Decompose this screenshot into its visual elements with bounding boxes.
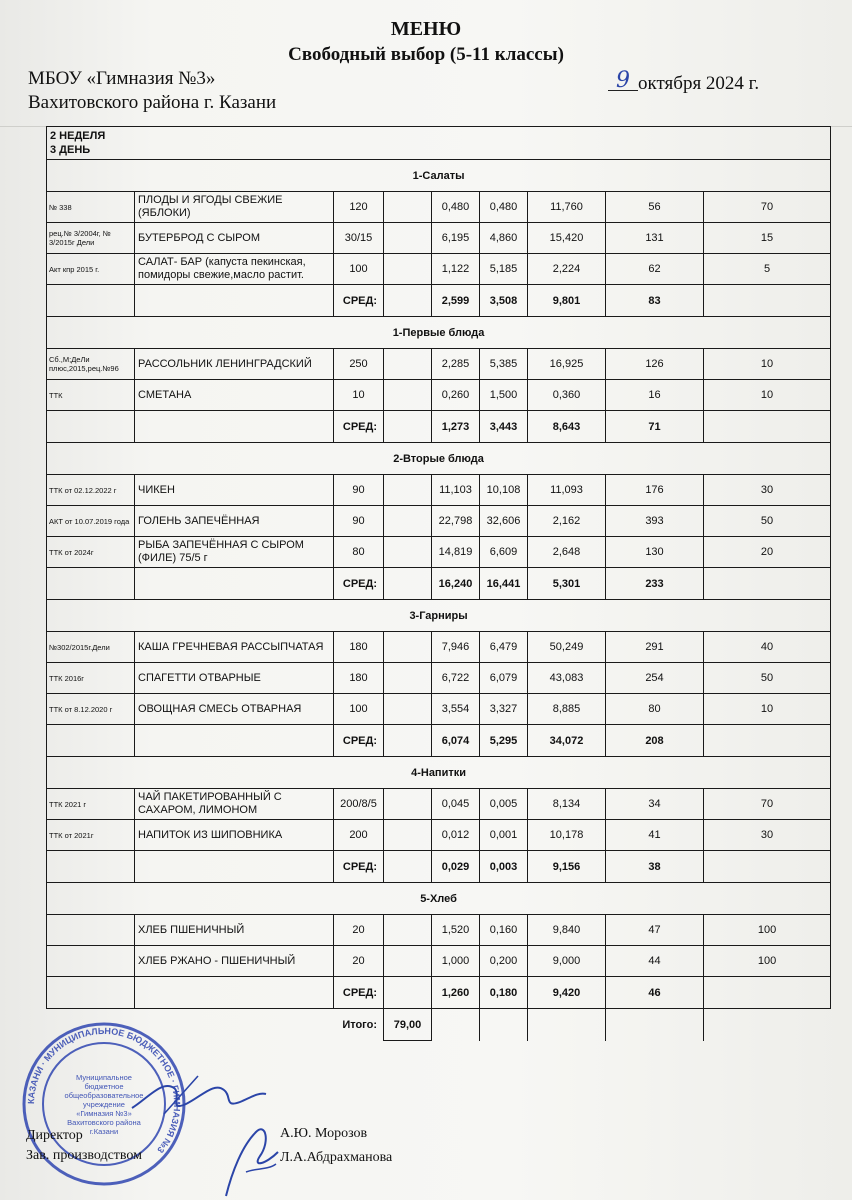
table-row: [47, 349, 831, 380]
cost-value: 70: [704, 192, 831, 223]
empty-cell: [384, 285, 432, 317]
table-row: [47, 192, 831, 223]
empty-cell: [528, 1009, 606, 1041]
fat-value: 3,327: [480, 694, 528, 725]
recipe-code: Сб.,М;ДеЛи плюс,2015,рец.№96: [47, 349, 135, 380]
empty-cell: [384, 851, 432, 883]
empty-cell: [384, 977, 432, 1009]
section-title: 1-Первые блюда: [47, 317, 831, 349]
cost-value: 100: [704, 915, 831, 946]
empty-cell: [135, 851, 334, 883]
recipe-code: ТТК 2021 г: [47, 789, 135, 820]
section-title: 2-Вторые блюда: [47, 443, 831, 475]
average-label: СРЕД:: [334, 568, 384, 600]
recipe-code: №302/2015г.Дели: [47, 632, 135, 663]
production-manager-name: Л.А.Абдрахманова: [280, 1150, 393, 1165]
avg-calories: 83: [606, 285, 704, 317]
avg-protein: 1,260: [432, 977, 480, 1009]
day-label: 3 ДЕНЬ: [50, 144, 91, 156]
empty-cell: [135, 568, 334, 600]
document-date: [608, 68, 760, 95]
cost-value: 50: [704, 663, 831, 694]
dish-name: ХЛЕБ ПШЕНИЧНЫЙ: [135, 915, 334, 946]
avg-carbs: 8,643: [528, 411, 606, 443]
price-cell: [384, 537, 432, 568]
total-label: Итого:: [47, 1009, 384, 1041]
empty-cell: [47, 977, 135, 1009]
fat-value: 6,079: [480, 663, 528, 694]
empty-cell: [135, 285, 334, 317]
average-row: [47, 725, 831, 757]
empty-cell: [47, 411, 135, 443]
table-row: [47, 632, 831, 663]
menu-table: [46, 126, 831, 1041]
stamp-outer-text: КАЗАНИ · МУНИЦИПАЛЬНОЕ БЮДЖЕТНОЕ · ГИМНАЗИЯ №3: [25, 1025, 183, 1155]
portion-weight: 100: [334, 254, 384, 285]
recipe-code: ТТК: [47, 380, 135, 411]
date-month-year: октября 2024 г.: [638, 73, 760, 94]
fat-value: 0,005: [480, 789, 528, 820]
avg-carbs: 9,420: [528, 977, 606, 1009]
calories-value: 47: [606, 915, 704, 946]
empty-cell: [47, 285, 135, 317]
calories-value: 393: [606, 506, 704, 537]
avg-fat: 5,295: [480, 725, 528, 757]
director-signature: [128, 1068, 268, 1118]
avg-carbs: 9,156: [528, 851, 606, 883]
cost-value: 10: [704, 380, 831, 411]
avg-protein: 6,074: [432, 725, 480, 757]
table-row: [47, 820, 831, 851]
cost-value: 70: [704, 789, 831, 820]
dish-name: НАПИТОК ИЗ ШИПОВНИКА: [135, 820, 334, 851]
dish-name: СПАГЕТТИ ОТВАРНЫЕ: [135, 663, 334, 694]
protein-value: 22,798: [432, 506, 480, 537]
average-label: СРЕД:: [334, 977, 384, 1009]
avg-protein: 16,240: [432, 568, 480, 600]
recipe-code: ТТК от 8.12.2020 г: [47, 694, 135, 725]
school-district: Вахитовского района г. Казани: [28, 92, 277, 113]
week-day-cell: [47, 127, 831, 160]
portion-weight: 200/8/5: [334, 789, 384, 820]
carbs-value: 2,162: [528, 506, 606, 537]
recipe-code: АКТ от 10.07.2019 года: [47, 506, 135, 537]
portion-weight: 30/15: [334, 223, 384, 254]
cost-value: 5: [704, 254, 831, 285]
cost-value: 30: [704, 820, 831, 851]
calories-value: 80: [606, 694, 704, 725]
carbs-value: 10,178: [528, 820, 606, 851]
average-row: [47, 411, 831, 443]
avg-calories: 233: [606, 568, 704, 600]
director-title: Директор: [26, 1128, 83, 1143]
protein-value: 3,554: [432, 694, 480, 725]
dish-name: РАССОЛЬНИК ЛЕНИНГРАДСКИЙ: [135, 349, 334, 380]
section-title: 5-Хлеб: [47, 883, 831, 915]
carbs-value: 9,840: [528, 915, 606, 946]
empty-cell: [47, 725, 135, 757]
avg-calories: 46: [606, 977, 704, 1009]
average-row: [47, 568, 831, 600]
carbs-value: 9,000: [528, 946, 606, 977]
production-manager-title: Зав. производством: [26, 1148, 143, 1163]
protein-value: 14,819: [432, 537, 480, 568]
avg-calories: 71: [606, 411, 704, 443]
fat-value: 5,385: [480, 349, 528, 380]
avg-protein: 0,029: [432, 851, 480, 883]
protein-value: 1,122: [432, 254, 480, 285]
price-cell: [384, 663, 432, 694]
portion-weight: 20: [334, 915, 384, 946]
average-row: [47, 977, 831, 1009]
table-row: [47, 380, 831, 411]
empty-cell: [704, 977, 831, 1009]
price-cell: [384, 475, 432, 506]
table-row: [47, 537, 831, 568]
calories-value: 56: [606, 192, 704, 223]
average-label: СРЕД:: [334, 725, 384, 757]
calories-value: 254: [606, 663, 704, 694]
protein-value: 7,946: [432, 632, 480, 663]
avg-fat: 3,508: [480, 285, 528, 317]
avg-fat: 0,003: [480, 851, 528, 883]
portion-weight: 20: [334, 946, 384, 977]
calories-value: 126: [606, 349, 704, 380]
price-cell: [384, 380, 432, 411]
table-row: [47, 694, 831, 725]
portion-weight: 80: [334, 537, 384, 568]
fat-value: 4,860: [480, 223, 528, 254]
price-cell: [384, 789, 432, 820]
section-title: 3-Гарниры: [47, 600, 831, 632]
avg-fat: 16,441: [480, 568, 528, 600]
empty-cell: [135, 411, 334, 443]
dish-name: РЫБА ЗАПЕЧЁННАЯ С СЫРОМ (ФИЛЕ) 75/5 г: [135, 537, 334, 568]
recipe-code: № 338: [47, 192, 135, 223]
avg-calories: 38: [606, 851, 704, 883]
avg-calories: 208: [606, 725, 704, 757]
cost-value: 15: [704, 223, 831, 254]
carbs-value: 50,249: [528, 632, 606, 663]
calories-value: 44: [606, 946, 704, 977]
protein-value: 11,103: [432, 475, 480, 506]
dish-name: СМЕТАНА: [135, 380, 334, 411]
price-cell: [384, 632, 432, 663]
avg-carbs: 9,801: [528, 285, 606, 317]
section-header-row: [47, 160, 831, 192]
avg-carbs: 5,301: [528, 568, 606, 600]
calories-value: 16: [606, 380, 704, 411]
portion-weight: 10: [334, 380, 384, 411]
empty-cell: [704, 411, 831, 443]
empty-cell: [384, 725, 432, 757]
dish-name: ЧИКЕН: [135, 475, 334, 506]
average-label: СРЕД:: [334, 285, 384, 317]
avg-protein: 2,599: [432, 285, 480, 317]
protein-value: 0,012: [432, 820, 480, 851]
portion-weight: 250: [334, 349, 384, 380]
carbs-value: 2,648: [528, 537, 606, 568]
fat-value: 10,108: [480, 475, 528, 506]
calories-value: 131: [606, 223, 704, 254]
empty-cell: [47, 568, 135, 600]
price-cell: [384, 254, 432, 285]
calories-value: 291: [606, 632, 704, 663]
section-header-row: [47, 317, 831, 349]
average-row: [47, 851, 831, 883]
table-row: [47, 223, 831, 254]
table-row: [47, 663, 831, 694]
carbs-value: 0,360: [528, 380, 606, 411]
portion-weight: 90: [334, 475, 384, 506]
document-subtitle: Свободный выбор (5-11 классы): [288, 44, 564, 65]
calories-value: 130: [606, 537, 704, 568]
director-name: А.Ю. Морозов: [280, 1126, 368, 1141]
fat-value: 0,200: [480, 946, 528, 977]
dish-name: ГОЛЕНЬ ЗАПЕЧЁННАЯ: [135, 506, 334, 537]
total-value: 79,00: [384, 1009, 432, 1041]
stamp-inner-line: общеобразовательное: [64, 1091, 144, 1100]
protein-value: 6,722: [432, 663, 480, 694]
empty-cell: [135, 725, 334, 757]
avg-fat: 3,443: [480, 411, 528, 443]
calories-value: 62: [606, 254, 704, 285]
avg-protein: 1,273: [432, 411, 480, 443]
section-title: 1-Салаты: [47, 160, 831, 192]
protein-value: 0,045: [432, 789, 480, 820]
fat-value: 32,606: [480, 506, 528, 537]
stamp-inner-line: Муниципальное: [76, 1073, 132, 1082]
empty-cell: [432, 1009, 480, 1041]
empty-cell: [704, 285, 831, 317]
carbs-value: 8,134: [528, 789, 606, 820]
recipe-code: [47, 946, 135, 977]
protein-value: 1,520: [432, 915, 480, 946]
recipe-code: ТТК от 2024г: [47, 537, 135, 568]
section-header-row: [47, 757, 831, 789]
dish-name: БУТЕРБРОД С СЫРОМ: [135, 223, 334, 254]
dish-name: САЛАТ- БАР (капуста пекинская, помидоры свежие,масло растит.: [135, 254, 334, 285]
protein-value: 6,195: [432, 223, 480, 254]
empty-cell: [384, 568, 432, 600]
recipe-code: ТТК от 2021г: [47, 820, 135, 851]
table-row: [47, 506, 831, 537]
portion-weight: 100: [334, 694, 384, 725]
dish-name: КАША ГРЕЧНЕВАЯ РАССЫПЧАТАЯ: [135, 632, 334, 663]
calories-value: 34: [606, 789, 704, 820]
fat-value: 0,001: [480, 820, 528, 851]
price-cell: [384, 915, 432, 946]
recipe-code: ТТК 2016г: [47, 663, 135, 694]
empty-cell: [704, 568, 831, 600]
recipe-code: рец.№ 3/2004г, № 3/2015г Дели: [47, 223, 135, 254]
document-title: МЕНЮ: [390, 18, 462, 40]
carbs-value: 8,885: [528, 694, 606, 725]
avg-fat: 0,180: [480, 977, 528, 1009]
dish-name: ХЛЕБ РЖАНО - ПШЕНИЧНЫЙ: [135, 946, 334, 977]
average-label: СРЕД:: [334, 411, 384, 443]
section-header-row: [47, 883, 831, 915]
section-header-row: [47, 600, 831, 632]
carbs-value: 43,083: [528, 663, 606, 694]
carbs-value: 16,925: [528, 349, 606, 380]
stamp-inner-line: Вахитовского района: [67, 1118, 141, 1127]
portion-weight: 180: [334, 632, 384, 663]
price-cell: [384, 506, 432, 537]
cost-value: 30: [704, 475, 831, 506]
table-row: [47, 475, 831, 506]
cost-value: 40: [704, 632, 831, 663]
protein-value: 0,480: [432, 192, 480, 223]
fat-value: 6,609: [480, 537, 528, 568]
stamp-inner-line: бюджетное: [84, 1082, 124, 1091]
cost-value: 50: [704, 506, 831, 537]
empty-cell: [135, 977, 334, 1009]
portion-weight: 90: [334, 506, 384, 537]
empty-cell: [606, 1009, 704, 1041]
cost-value: 20: [704, 537, 831, 568]
week-label: 2 НЕДЕЛЯ: [50, 130, 106, 142]
stamp-inner-line: г.Казани: [89, 1127, 119, 1136]
fat-value: 5,185: [480, 254, 528, 285]
week-day-row: [47, 127, 831, 160]
recipe-code: ТТК от 02.12.2022 г: [47, 475, 135, 506]
carbs-value: 11,093: [528, 475, 606, 506]
table-row: [47, 789, 831, 820]
empty-cell: [704, 725, 831, 757]
stamp-inner-line: учреждение: [83, 1100, 125, 1109]
handwritten-day: 9: [608, 72, 638, 91]
price-cell: [384, 223, 432, 254]
price-cell: [384, 192, 432, 223]
portion-weight: 200: [334, 820, 384, 851]
carbs-value: 2,224: [528, 254, 606, 285]
average-label: СРЕД:: [334, 851, 384, 883]
calories-value: 176: [606, 475, 704, 506]
table-row: [47, 254, 831, 285]
dish-name: ЧАЙ ПАКЕТИРОВАННЫЙ С САХАРОМ, ЛИМОНОМ: [135, 789, 334, 820]
empty-cell: [480, 1009, 528, 1041]
dish-name: ПЛОДЫ И ЯГОДЫ СВЕЖИЕ (ЯБЛОКИ): [135, 192, 334, 223]
portion-weight: 180: [334, 663, 384, 694]
empty-cell: [704, 851, 831, 883]
portion-weight: 120: [334, 192, 384, 223]
protein-value: 2,285: [432, 349, 480, 380]
price-cell: [384, 946, 432, 977]
empty-cell: [384, 411, 432, 443]
empty-cell: [704, 1009, 831, 1041]
calories-value: 41: [606, 820, 704, 851]
fat-value: 6,479: [480, 632, 528, 663]
price-cell: [384, 694, 432, 725]
cost-value: 100: [704, 946, 831, 977]
price-cell: [384, 349, 432, 380]
protein-value: 0,260: [432, 380, 480, 411]
carbs-value: 11,760: [528, 192, 606, 223]
dish-name: ОВОЩНАЯ СМЕСЬ ОТВАРНАЯ: [135, 694, 334, 725]
recipe-code: [47, 915, 135, 946]
empty-cell: [47, 851, 135, 883]
school-name: МБОУ «Гимназия №3»: [28, 68, 216, 89]
protein-value: 1,000: [432, 946, 480, 977]
avg-carbs: 34,072: [528, 725, 606, 757]
cost-value: 10: [704, 349, 831, 380]
fat-value: 0,160: [480, 915, 528, 946]
fat-value: 0,480: [480, 192, 528, 223]
stamp-inner-line: «Гимназия №3»: [76, 1109, 132, 1118]
carbs-value: 15,420: [528, 223, 606, 254]
section-title: 4-Напитки: [47, 757, 831, 789]
section-header-row: [47, 443, 831, 475]
average-row: [47, 285, 831, 317]
table-row: [47, 946, 831, 977]
cost-value: 10: [704, 694, 831, 725]
price-cell: [384, 820, 432, 851]
recipe-code: Акт кпр 2015 г.: [47, 254, 135, 285]
table-row: [47, 915, 831, 946]
fat-value: 1,500: [480, 380, 528, 411]
